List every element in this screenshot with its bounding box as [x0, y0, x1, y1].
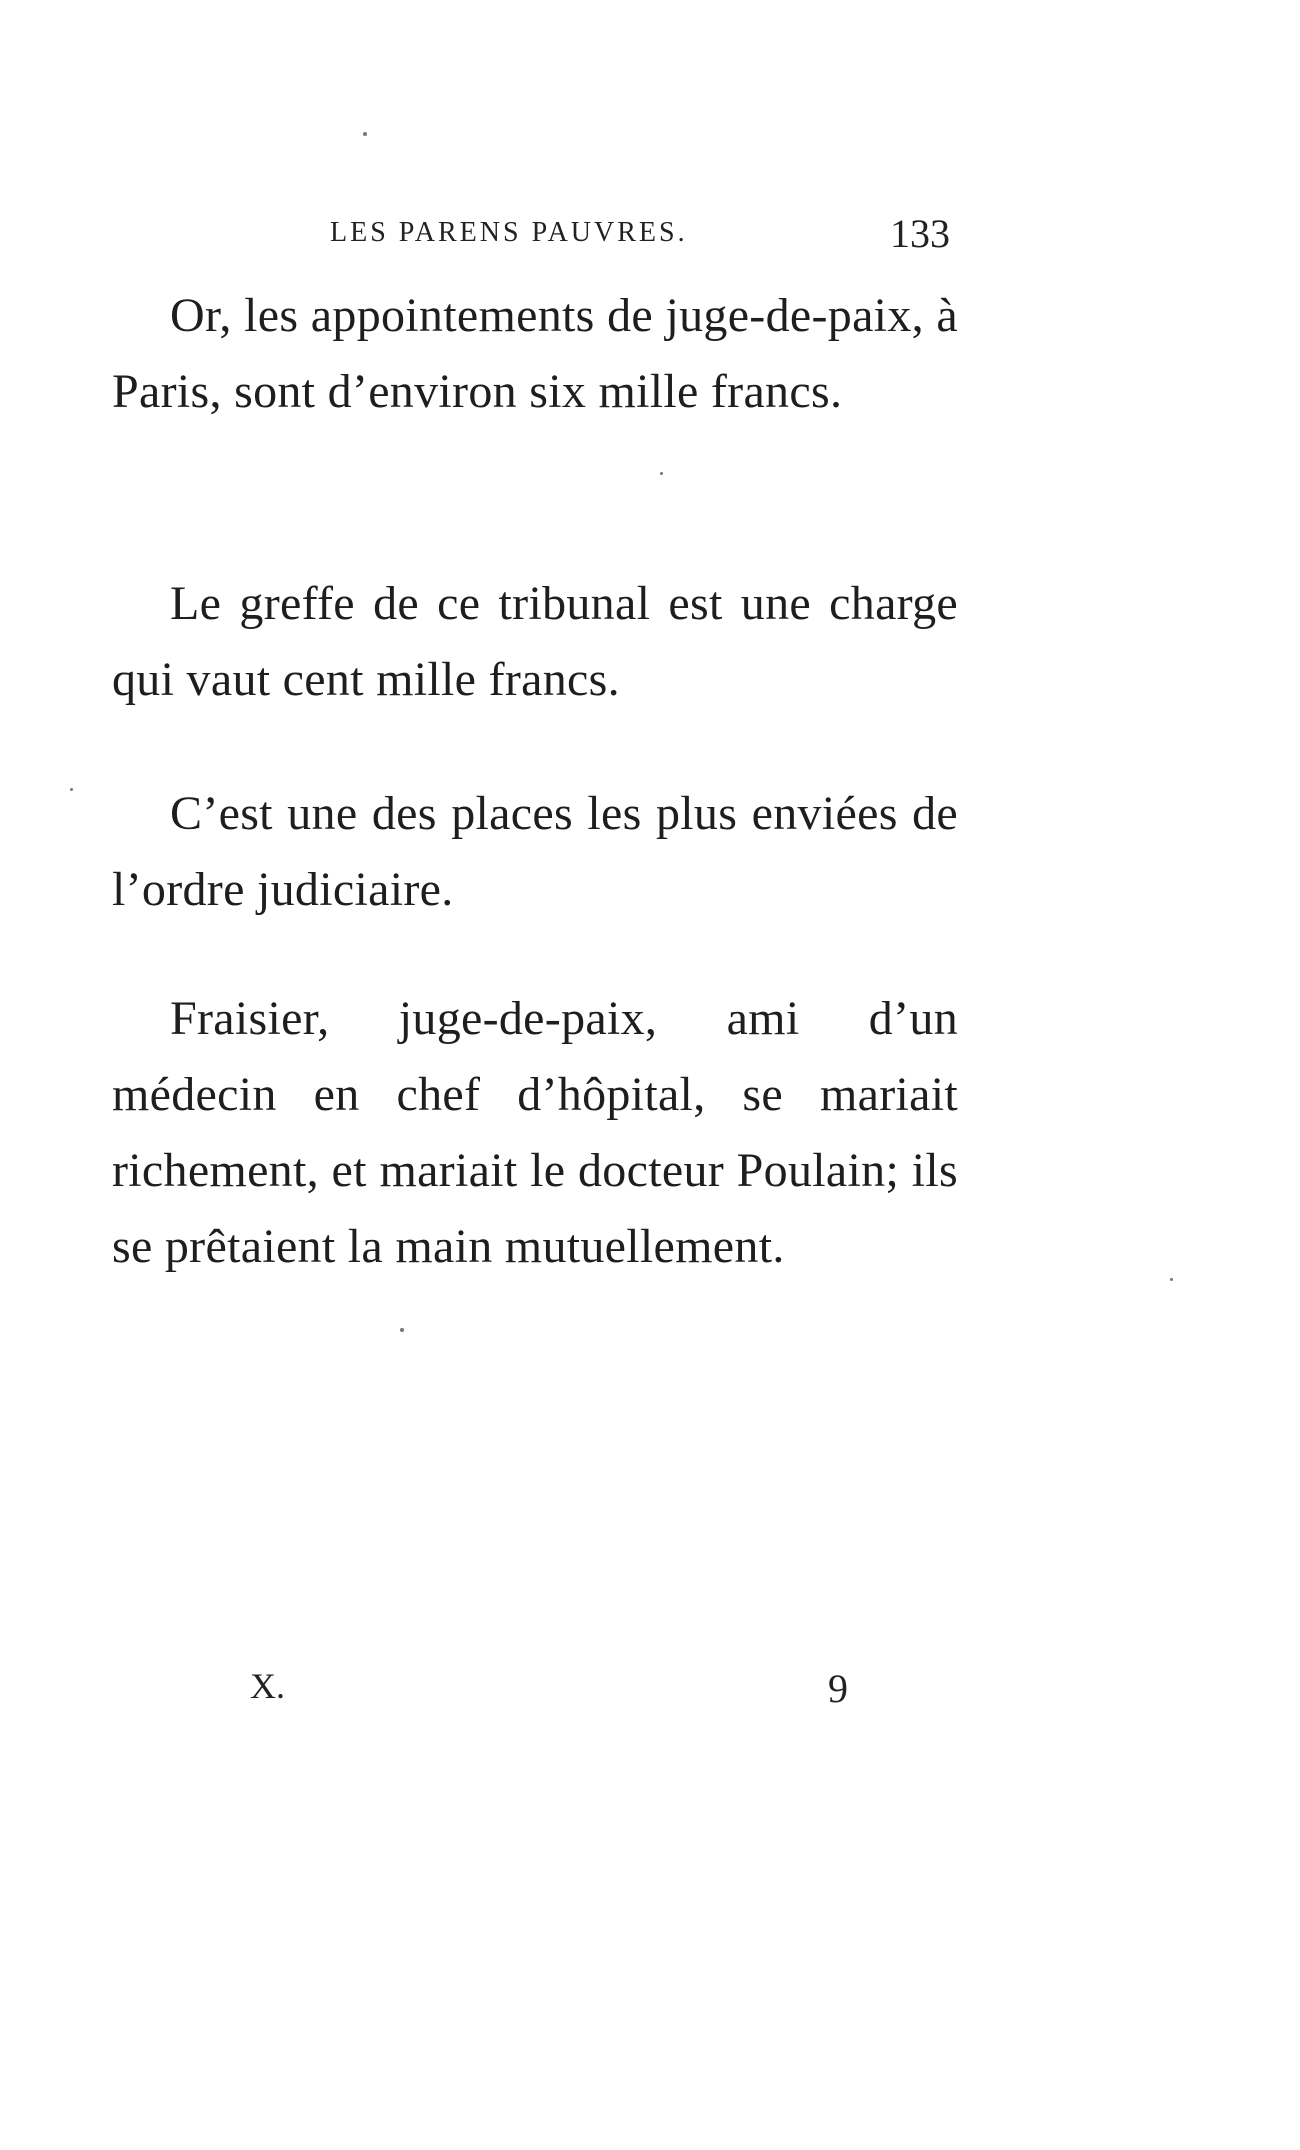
print-speck [1170, 1278, 1173, 1281]
paragraph [112, 981, 958, 1285]
signature-number: 9 [828, 1666, 848, 1711]
paragraph [112, 566, 958, 718]
paragraph-text: C’est une des places les plus enviées de l’ordre judiciaire. [112, 787, 958, 916]
print-speck [70, 788, 73, 791]
running-title: LES PARENS PAUVRES. [330, 217, 688, 248]
print-speck [363, 132, 367, 136]
page-number: 133 [890, 211, 950, 256]
paragraph-text: Le greffe de ce tribunal est une charge qui vaut cent mille francs. [112, 577, 958, 706]
paragraph [112, 776, 958, 928]
print-speck [400, 1328, 404, 1332]
paragraph-text: Or, les appointements de juge-de-paix, à Paris, sont d’environ six mille francs. [112, 289, 958, 418]
print-speck [660, 472, 663, 475]
paragraph [112, 278, 958, 430]
paragraph-text: Fraisier, juge-de-paix, ami d’un médecin en chef d’hôpital, se mariait richement, et mariait le docteur Poulain; ils se prêtaient la main mutuellement. [112, 992, 958, 1273]
signature-mark: X. [250, 1666, 285, 1706]
